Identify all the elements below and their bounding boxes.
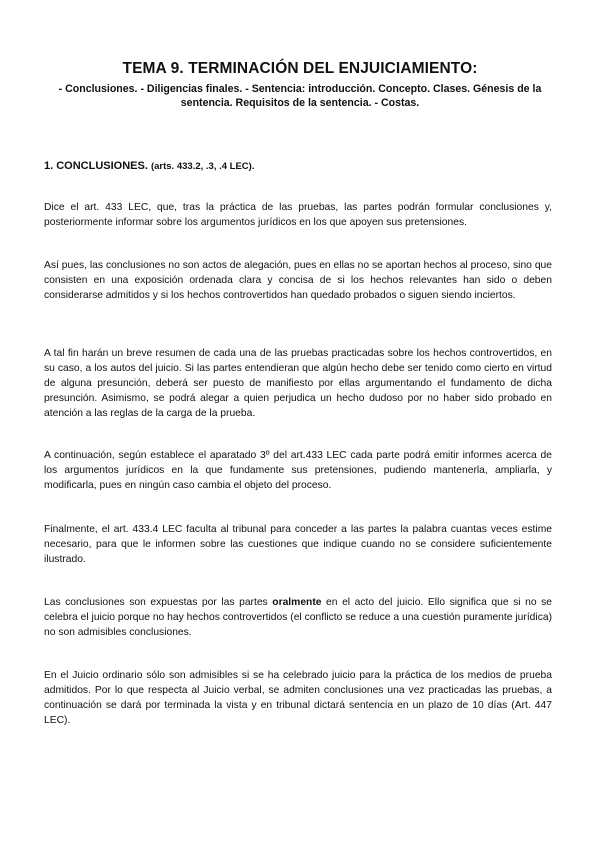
paragraph-6 — [44, 595, 552, 640]
section-heading-reference: (arts. 433.2, .3, .4 LEC). — [150, 161, 255, 172]
section-heading-title: 1. CONCLUSIONES. — [44, 160, 148, 172]
paragraph-4: A continuación, según establece el aparatado 3º del art.433 LEC cada parte podrá emitir informes acerca de los argumentos jurídicos en la que fundamente sus pretensiones, pudiendo mantenerla, ampliarla, y modificarla, pues en ningún caso cambia el objeto del proceso. — [44, 450, 552, 492]
paragraph-3: A tal fin harán un breve resumen de cada una de las pruebas practicadas sobre los hechos controvertidos, en su caso, a los autos del juicio. Si las partes entendieran que algún hecho debe ser tenido como cierto en virtud de alguna presunción, deberá ser puesto de manifiesto por ellas argumentando el fundamento de dicha presunción. Asimismo, se podrá alegar a quien perjudica un hecho dudoso por no haber sido probado en atención a las reglas de la carga de la prueba. — [44, 348, 552, 420]
paragraph-6-end: en el acto del juicio. Ello significa que si no se celebra el juicio porque no hay hechos controvertidos (el conflicto se reduce a una cuestión puramente jurídica) no son admisibles conclusiones. — [44, 597, 552, 639]
paragraph-1: Dice el art. 433 LEC, que, tras la práctica de las pruebas, las partes podrán formular conclusiones y, posteriormente informar sobre los argumentos jurídicos en los que apoyen sus pretensiones. — [44, 202, 552, 229]
paragraph-6-start: Las conclusiones son expuestas por las partes — [44, 597, 273, 609]
paragraph-2: Así pues, las conclusiones no son actos de alegación, pues en ellas no se aportan hechos al proceso, sino que consisten en una exposición ordenada clara y concisa de si los hechos relevantes han sido o deben considerarse admitidos y si los hechos controvertidos han quedado probados o siguen siendo inciertos. — [44, 260, 552, 302]
paragraph-5: Finalmente, el art. 433.4 LEC faculta al tribunal para conceder a las partes la palabra cuantas veces estime necesario, para que le informen sobre las cuestiones que indique cuando no se considere suficientemente ilustrado. — [44, 524, 552, 566]
document-title: TEMA 9. TERMINACIÓN DEL ENJUICIAMIENTO: — [122, 60, 478, 77]
section-heading — [44, 160, 254, 172]
paragraph-6-bold-term: oralmente — [272, 597, 322, 609]
document-subtitle: - Conclusiones. - Diligencias finales. - Sentencia: introducción. Concepto. Clases. Génesis de la sentencia. Requisitos de la sentencia. - Costas. — [58, 83, 542, 109]
paragraph-7: En el Juicio ordinario sólo son admisibles si se ha celebrado juicio para la práctica de los medios de prueba admitidos. Por lo que respecta al Juicio verbal, se admiten conclusiones una vez practicadas las pruebas, a continuación se dará por terminada la vista y en tribunal dictará sentencia en un plazo de 10 días (Art. 447 LEC). — [44, 670, 552, 727]
